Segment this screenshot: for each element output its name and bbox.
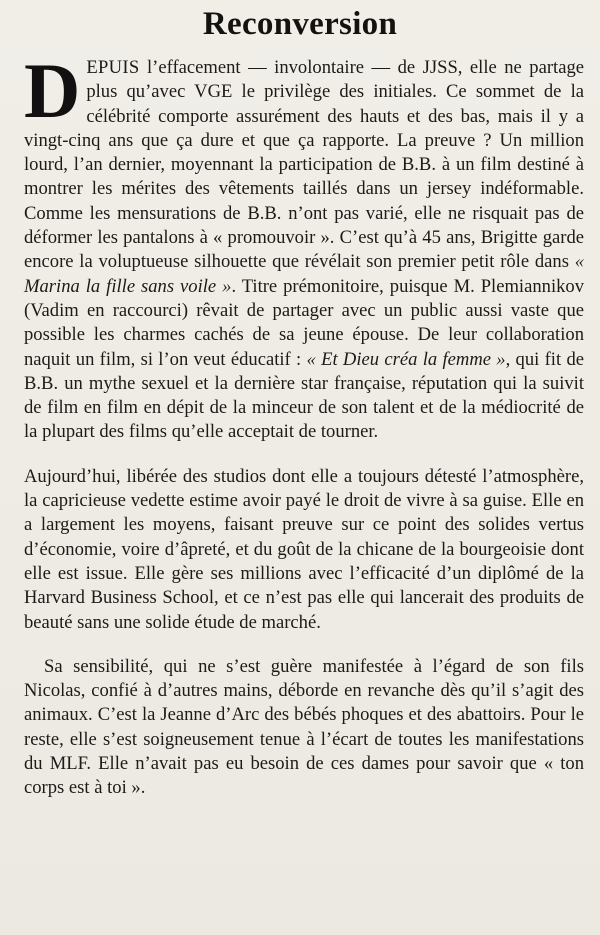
paragraph-2: Aujourd’hui, libérée des studios dont elle a toujours détesté l’atmosphère, la capricieuse vedette estime avoir payé le droit de vivre à sa guise. Elle en a largement les moyens, faisant preuve sur ce point des solides vertus d’économie, voire d’âpreté, et du goût de la chicane de la bourgeoisie dont elle est issue. Elle gère ses millions avec l’efficacité d’un diplômé de la Harvard Business School, et ce n’est pas elle qui lancerait des produits de beauté sans une solide étude de marché. <box>24 465 584 633</box>
film-title-et-dieu: « Et Dieu créa la femme » <box>306 348 506 370</box>
paragraph-3: Sa sensibilité, qui ne s’est guère manifestée à l’égard de son fils Nicolas, confié à d’autres mains, déborde en revanche dès qu’il s’agit des animaux. C’est la Jeanne d’Arc des bébés phoques et des abattoirs. Pour le reste, elle s’est soigneusement tenue à l’écart de toutes les manifestations du MLF. Elle n’avait pas eu besoin de ces dames pour savoir que « ton corps est à toi ». <box>24 655 584 799</box>
opening-word: EPUIS <box>86 57 140 78</box>
paragraph-1-text-a: l’effacement — involontaire — de JJSS, elle ne partage plus qu’avec VGE le privilège des initiales. Ce sommet de la célébrité comporte assurément des hauts et des bas, mais il y a vingt-cinq ans que ça dure et que ça rapporte. La preuve ? Un million lourd, l’an dernier, moyennant la participation de B.B. à un film destiné à montrer les mérites des vêtements taillés dans un jersey indéformable. Comme les mensurations de B.B. n’ont pas varié, elle ne risquait pas de déformer les pantalons à « promouvoir ». C’est qu’à 45 ans, Brigitte garde encore la voluptueuse silhouette que révélait son premier petit rôle dans <box>24 57 584 273</box>
paragraph-1 <box>24 47 584 445</box>
drop-cap-letter: D <box>24 47 81 134</box>
article-body <box>24 47 584 801</box>
paragraph-1-text-c: , qui fit de B.B. un mythe sexuel et la dernière star française, réputation qui la suivit de film en film en dépit de la minceur de son talent et de la médiocrité de la plupart des films qu’elle acceptait de tourner. <box>24 348 584 443</box>
film-title-marina: « Marina la fille sans voile » <box>24 251 584 297</box>
article-title: Reconversion <box>202 6 398 42</box>
paragraph-1-text-b: . Titre prémonitoire, puisque M. Plemiannikov (Vadim en raccourci) rêvait de partager avec un public aussi vaste que possible les charmes cachés de sa jeune épouse. De leur collaboration naquit un film, si l’on veut éducatif : <box>24 275 584 370</box>
